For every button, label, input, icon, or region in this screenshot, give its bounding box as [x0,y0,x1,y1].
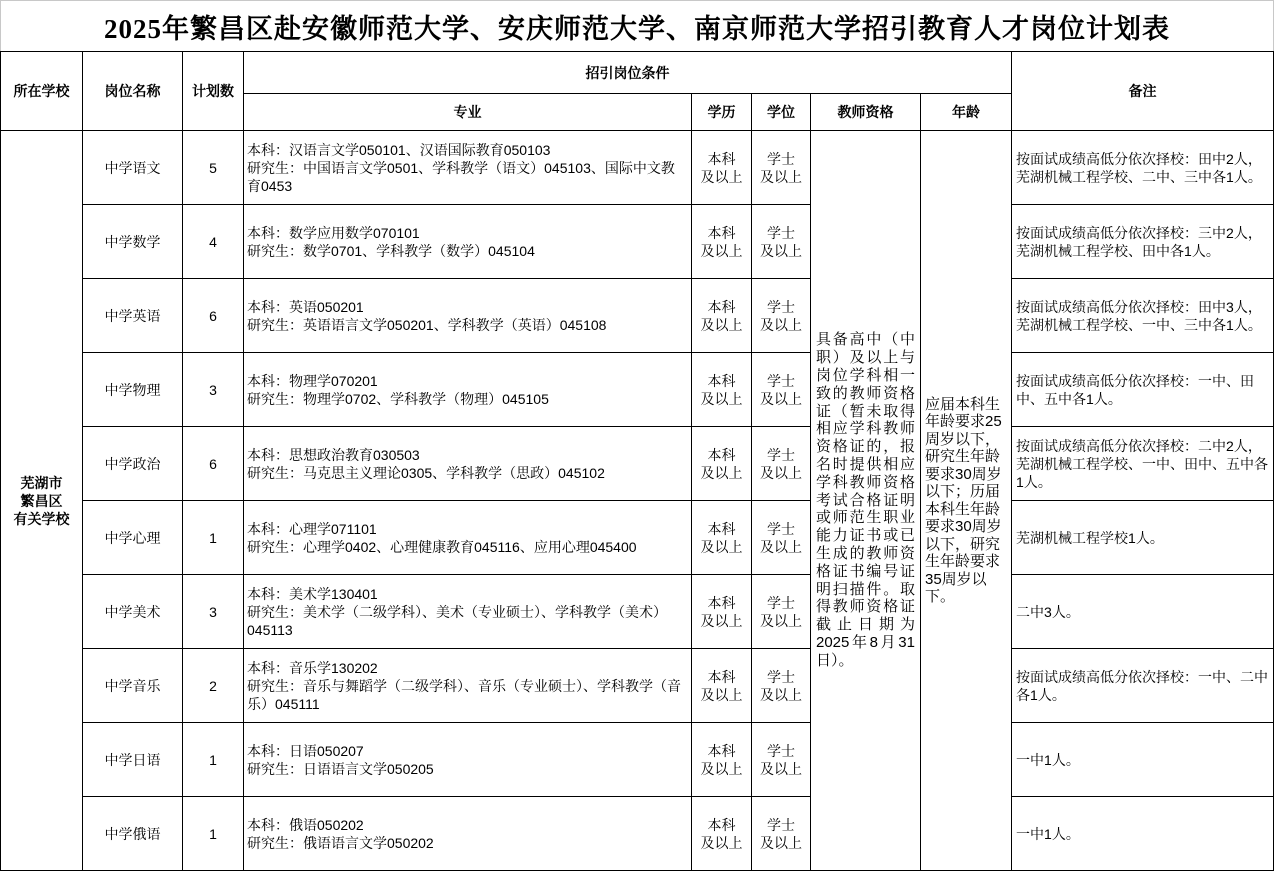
table-body [1,131,1274,871]
degree-cell: 学士 及以上 [752,723,811,797]
header-count: 计划数 [183,52,244,131]
education-cell: 本科 及以上 [692,575,752,649]
table-header [1,52,1274,131]
table-row [1,353,1274,427]
major-cell [244,205,692,279]
degree-cell: 学士 及以上 [752,797,811,871]
remarks-cell: 按面试成绩高低分依次择校：一中、二中各1人。 [1012,649,1274,723]
position-cell: 中学英语 [83,279,183,353]
major-grad: 研究生：物理学0702、学科教学（物理）045105 [247,390,549,407]
degree-cell: 学士 及以上 [752,575,811,649]
major-cell [244,723,692,797]
education-cell: 本科 及以上 [692,649,752,723]
degree-cell: 学士 及以上 [752,427,811,501]
remarks-cell: 按面试成绩高低分依次择校：二中2人，芜湖机械工程学校、一中、田中、五中各1人。 [1012,427,1274,501]
major-cell [244,279,692,353]
major-undergrad: 本科：数学应用数学070101 [247,224,420,241]
count-cell: 5 [183,131,244,205]
major-undergrad: 本科：物理学070201 [247,372,378,389]
table-row [1,131,1274,205]
major-grad: 研究生：心理学0402、心理健康教育045116、应用心理045400 [247,538,637,555]
major-grad: 研究生：日语语言文学050205 [247,760,434,777]
header-conditions: 招引岗位条件 [244,52,1012,94]
major-cell [244,797,692,871]
age-cell: 应届本科生年龄要求25周岁以下，研究生年龄要求30周岁以下；历届本科生年龄要求30周岁以下，研究生年龄要求35周岁以下。 [921,131,1012,871]
major-cell [244,501,692,575]
remarks-cell: 二中3人。 [1012,575,1274,649]
count-cell: 6 [183,279,244,353]
major-undergrad: 本科：音乐学130202 [247,659,378,676]
position-cell: 中学物理 [83,353,183,427]
remarks-cell: 按面试成绩高低分依次择校：田中2人，芜湖机械工程学校、二中、三中各1人。 [1012,131,1274,205]
count-cell: 1 [183,501,244,575]
major-cell [244,649,692,723]
count-cell: 4 [183,205,244,279]
header-education: 学历 [692,94,752,131]
degree-cell: 学士 及以上 [752,279,811,353]
education-cell: 本科 及以上 [692,797,752,871]
table-row [1,797,1274,871]
teacher-cert-cell: 具备高中（中职）及以上与岗位学科相一致的教师资格证（暂未取得相应学科教师资格证的，报名时提供相应学科教师资格考试合格证明或师范生职业能力证书或已生成的教师资格证书编号证明扫描件。取得教师资格证截止日期为2025年8月31日）。 [811,131,921,871]
header-degree: 学位 [752,94,811,131]
major-undergrad: 本科：心理学071101 [247,520,377,537]
header-teacher-cert: 教师资格 [811,94,921,131]
remarks-cell: 按面试成绩高低分依次择校：田中3人，芜湖机械工程学校、一中、三中各1人。 [1012,279,1274,353]
header-remarks: 备注 [1012,52,1274,131]
degree-cell: 学士 及以上 [752,131,811,205]
table-row [1,279,1274,353]
major-undergrad: 本科：日语050207 [247,742,364,759]
table-row [1,427,1274,501]
position-cell: 中学语文 [83,131,183,205]
major-cell [244,427,692,501]
degree-cell: 学士 及以上 [752,649,811,723]
remarks-cell: 一中1人。 [1012,723,1274,797]
position-cell: 中学政治 [83,427,183,501]
major-grad: 研究生：俄语语言文学050202 [247,834,434,851]
table-row [1,501,1274,575]
position-cell: 中学音乐 [83,649,183,723]
education-cell: 本科 及以上 [692,723,752,797]
education-cell: 本科 及以上 [692,353,752,427]
major-undergrad: 本科：英语050201 [247,298,364,315]
position-cell: 中学日语 [83,723,183,797]
education-cell: 本科 及以上 [692,131,752,205]
major-undergrad: 本科：俄语050202 [247,816,364,833]
major-grad: 研究生：数学0701、学科教学（数学）045104 [247,242,535,259]
header-school: 所在学校 [1,52,83,131]
major-grad: 研究生：美术学（二级学科）、美术（专业硕士）、学科教学（美术）045113 [247,603,667,638]
header-major: 专业 [244,94,692,131]
count-cell: 3 [183,575,244,649]
degree-cell: 学士 及以上 [752,205,811,279]
header-position: 岗位名称 [83,52,183,131]
remarks-cell: 按面试成绩高低分依次择校：一中、田中、五中各1人。 [1012,353,1274,427]
position-cell: 中学数学 [83,205,183,279]
count-cell: 1 [183,723,244,797]
remarks-cell: 一中1人。 [1012,797,1274,871]
education-cell: 本科 及以上 [692,279,752,353]
table-row [1,723,1274,797]
count-cell: 1 [183,797,244,871]
major-cell [244,353,692,427]
recruitment-plan-table [0,51,1274,871]
table-row [1,575,1274,649]
position-cell: 中学心理 [83,501,183,575]
degree-cell: 学士 及以上 [752,353,811,427]
table-row [1,205,1274,279]
remarks-cell: 按面试成绩高低分依次择校：三中2人，芜湖机械工程学校、田中各1人。 [1012,205,1274,279]
education-cell: 本科 及以上 [692,427,752,501]
document-title: 2025年繁昌区赴安徽师范大学、安庆师范大学、南京师范大学招引教育人才岗位计划表 [0,0,1274,51]
major-grad: 研究生：音乐与舞蹈学（二级学科）、音乐（专业硕士）、学科教学（音乐）045111 [247,677,681,712]
count-cell: 2 [183,649,244,723]
major-undergrad: 本科：汉语言文学050101、汉语国际教育050103 [247,141,551,158]
table-row [1,649,1274,723]
major-undergrad: 本科：思想政治教育030503 [247,446,420,463]
major-grad: 研究生：英语语言文学050201、学科教学（英语）045108 [247,316,607,333]
header-row-1 [1,52,1274,94]
position-cell: 中学美术 [83,575,183,649]
school-cell: 芜湖市 繁昌区 有关学校 [1,131,83,871]
major-grad: 研究生：中国语言文学0501、学科教学（语文）045103、国际中文教育0453 [247,159,675,194]
position-cell: 中学俄语 [83,797,183,871]
major-grad: 研究生：马克思主义理论0305、学科教学（思政）045102 [247,464,605,481]
degree-cell: 学士 及以上 [752,501,811,575]
major-undergrad: 本科：美术学130401 [247,585,378,602]
education-cell: 本科 及以上 [692,501,752,575]
count-cell: 3 [183,353,244,427]
major-cell [244,131,692,205]
major-cell [244,575,692,649]
education-cell: 本科 及以上 [692,205,752,279]
header-age: 年龄 [921,94,1012,131]
remarks-cell: 芜湖机械工程学校1人。 [1012,501,1274,575]
count-cell: 6 [183,427,244,501]
